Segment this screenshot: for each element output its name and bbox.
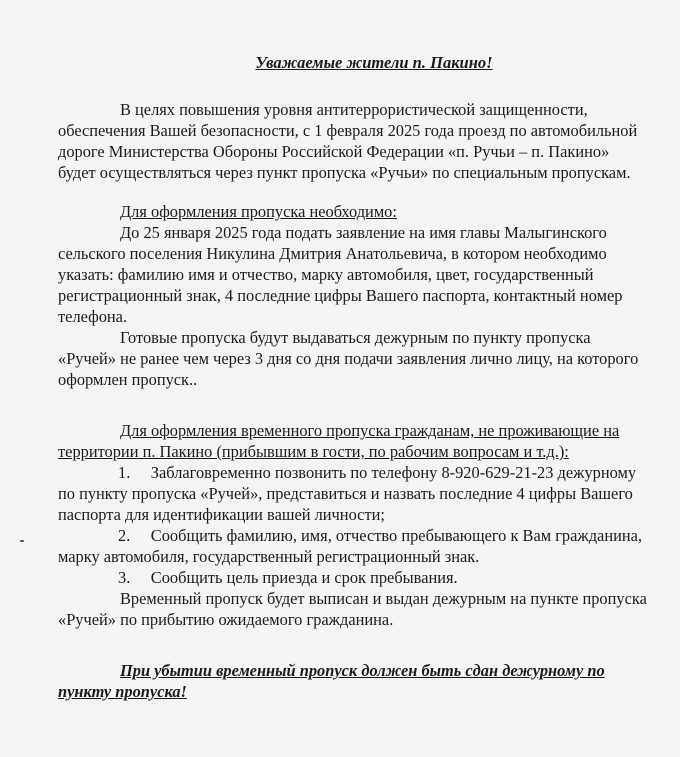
section2-closing: Временный пропуск будет выписан и выдан дежурным на пункте пропуска «Ручей» по прибытию ожидаемого гражданина. [58,589,647,629]
section2-heading: Для оформления временного пропуска гражданам, не проживающие на территории п. Пакино (прибывшим в гости, по рабочим вопросам и т.д.): [58,421,620,461]
list-item-text: Заблаговременно позвонить по телефону 8-920-629-21-23 дежурному по пункту пропуска «Ручей», представиться и назвать последние 4 цифры Вашего паспорта для идентификации вашей личности; [58,463,637,524]
spacer [58,630,650,660]
section1-heading: Для оформления пропуска необходимо: [120,202,397,221]
list-item-number: 3. [118,568,131,587]
section1-text: До 25 января 2025 года подать заявление на имя главы Малыгинского сельского поселения Никулина Дмитрия Анатольевича, в котором необходимо указать: фамилию имя и отчество, марку автомобиля, цвет, государственный регистрационный знак, 4 последние цифры Вашего паспорта, контактный номер телефона. [58,223,623,326]
spacer [58,183,650,201]
list-item-3 [58,567,650,588]
list-item-1 [58,462,650,525]
list-item-text: Сообщить цель приезда и срок пребывания. [150,568,458,587]
final-notice: При убытии временный пропуск должен быть сдан дежурному по пункту пропуска! [58,661,605,701]
list-item-number: 2. [118,526,131,545]
list-item-number: 1. [118,463,131,482]
list-item-2 [58,525,650,567]
intro-paragraph: В целях повышения уровня антитеррористической защищенности, обеспечения Вашей безопасности, с 1 февраля 2025 года проезд по автомобильной дороге Министерства Обороны Российской Федерации «п. Ручьи – п. Пакино» будет осуществляться через пункт пропуска «Ручьи» по специальным пропускам. [58,100,638,182]
spacer [58,390,650,420]
notice-title: Уважаемые жители п. Пакино! [255,53,493,72]
scan-speck [20,540,24,542]
list-item-text: Сообщить фамилию, имя, отчество пребывающего к Вам гражданина, марку автомобиля, государственный регистрационный знак. [58,526,643,566]
section1-text2: Готовые пропуска будут выдаваться дежурным по пункту пропуска «Ручей» не ранее чем через 3 дня со дня подачи заявления лично лицу, на которого оформлен пропуск.. [58,328,639,389]
